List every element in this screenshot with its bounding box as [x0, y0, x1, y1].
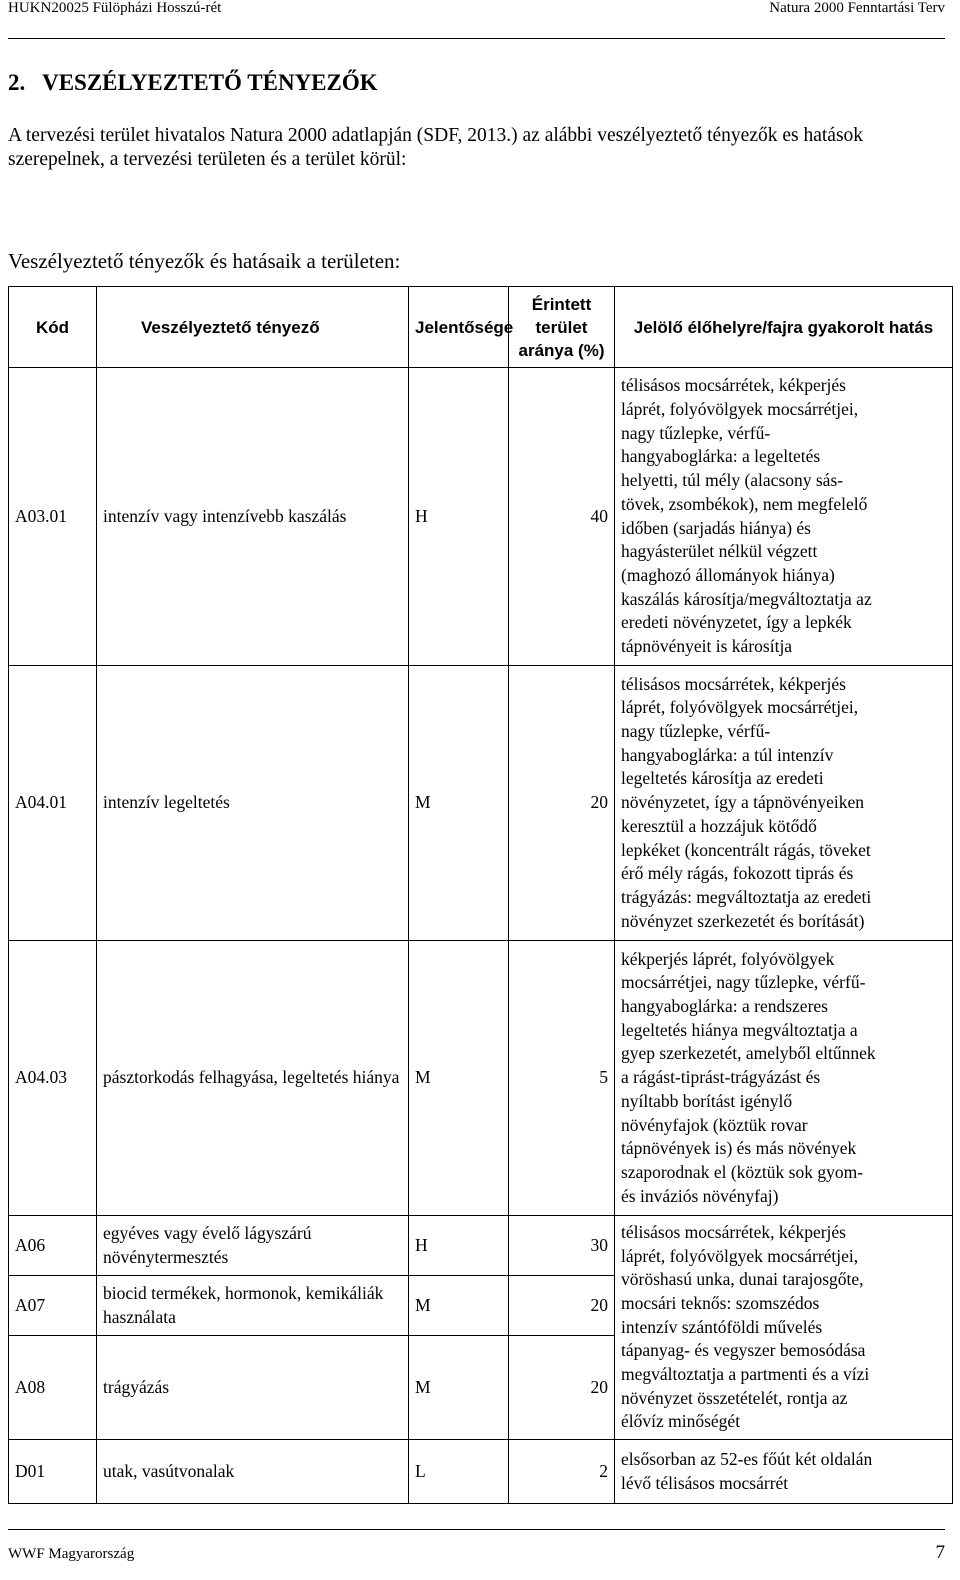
- table-row: [9, 1216, 953, 1276]
- row-arany: 20: [509, 1276, 615, 1336]
- table-row: [9, 1440, 953, 1504]
- row-arany: 5: [509, 941, 615, 1216]
- row-veszelyezteto: pásztorkodás felhagyása, legeltetés hiánya: [97, 941, 409, 1216]
- row-kod: A04.01: [9, 666, 97, 941]
- row-kod: A06: [9, 1216, 97, 1276]
- row-jelentosege: M: [409, 1276, 509, 1336]
- row-kod: A07: [9, 1276, 97, 1336]
- row-jelentosege: M: [409, 666, 509, 941]
- table-subtitle: Veszélyeztető tényezők és hatásaik a területen:: [8, 249, 401, 273]
- row-hatas-merged: télisásos mocsárrétek, kékperjés láprét, folyóvölgyek mocsárrétjei, vöröshasú unka, dunai tarajosgőte, mocsári teknős: szomszédos intenzív szántóföldi művelés tápanyag- és vegyszer bemosódása megváltoztatja a partmenti és a vízi növényzet összetételét, rontja az élővíz minőségét: [615, 1216, 953, 1440]
- header-kod: Kód: [9, 287, 97, 368]
- row-arany: 20: [509, 1336, 615, 1440]
- row-arany: 20: [509, 666, 615, 941]
- header-site-name: HUKN20025 Fülöpházi Hosszú-rét: [8, 0, 222, 16]
- row-arany: 30: [509, 1216, 615, 1276]
- header-terulet-aranya: Érintett terület aránya (%): [509, 287, 615, 368]
- header-hatas: Jelölő élőhelyre/fajra gyakorolt hatás: [615, 287, 953, 368]
- row-arany: 40: [509, 368, 615, 666]
- page-number: 7: [935, 1542, 945, 1563]
- row-jelentosege: H: [409, 1216, 509, 1276]
- row-hatas: kékperjés láprét, folyóvölgyek mocsárrétjei, nagy tűzlepke, vérfű- hangyaboglárka: a rendszeres legeltetés hiánya megváltoztatja a gyep szerkezetét, amelyből eltűnnek a rágást-tiprást-trágyázást és nyíltabb borítást igénylő növényfajok (köztük rovar tápnövények is) és más növények szaporodnak el (köztük sok gyom- és inváziós növényfaj): [615, 941, 953, 1216]
- intro-paragraph: A tervezési terület hivatalos Natura 2000 adatlapján (SDF, 2013.) az alábbi veszélyeztető tényezők es hatások szerepelnek, a tervezési területen és a terület körül:: [8, 125, 864, 170]
- page-footer: [8, 1529, 945, 1570]
- table-row: [9, 368, 953, 666]
- row-veszelyezteto: intenzív vagy intenzívebb kaszálás: [97, 368, 409, 666]
- header-veszelyezteto: Veszélyeztető tényező: [97, 287, 409, 368]
- header-jelentosege: Jelentősége: [409, 287, 509, 368]
- row-jelentosege: M: [409, 1336, 509, 1440]
- row-hatas: télisásos mocsárrétek, kékperjés láprét, folyóvölgyek mocsárrétjei, nagy tűzlepke, vérfű- hangyaboglárka: a legeltetés helyetti, túl mély (alacsony sás- tövek, zsombékok), nem megfelelő időben (sarjadás hiánya) és hagyásterület nélkül végzett (maghozó állományok hiánya) kaszálás károsítja/megváltoztatja az eredeti növényzetet, így a lepkék tápnövényeit is károsítja: [615, 368, 953, 666]
- row-kod: A04.03: [9, 941, 97, 1216]
- row-veszelyezteto: intenzív legeltetés: [97, 666, 409, 941]
- page-header: [8, 0, 945, 39]
- row-veszelyezteto: biocid termékek, hormonok, kemikáliák használata: [97, 1276, 409, 1336]
- row-jelentosege: H: [409, 368, 509, 666]
- row-jelentosege: M: [409, 941, 509, 1216]
- section-title: 2. VESZÉLYEZTETŐ TÉNYEZŐK: [8, 70, 378, 95]
- row-jelentosege: L: [409, 1440, 509, 1504]
- table-header-row: [9, 287, 953, 368]
- row-hatas: elsősorban az 52-es főút két oldalán lévő télisásos mocsárrét: [615, 1440, 953, 1504]
- header-document-title: Natura 2000 Fenntartási Terv: [769, 0, 945, 16]
- row-kod: A08: [9, 1336, 97, 1440]
- row-veszelyezteto: trágyázás: [97, 1336, 409, 1440]
- row-veszelyezteto: utak, vasútvonalak: [97, 1440, 409, 1504]
- row-veszelyezteto: egyéves vagy évelő lágyszárú növénytermesztés: [97, 1216, 409, 1276]
- row-hatas: télisásos mocsárrétek, kékperjés láprét, folyóvölgyek mocsárrétjei, nagy tűzlepke, vérfű- hangyaboglárka: a túl intenzív legeltetés károsítja az eredeti növényzetet, így a tápnövényeiken keresztül a hozzájuk kötődő lepkéket (koncentrált rágás, töveket érő mély rágás, fokozott tiprás és trágyázás: megváltoztatja az eredeti növényzet szerkezetét és borítását): [615, 666, 953, 941]
- row-kod: D01: [9, 1440, 97, 1504]
- row-arany: 2: [509, 1440, 615, 1504]
- footer-organization: WWF Magyarország: [8, 1546, 135, 1562]
- threats-table: [8, 286, 953, 1504]
- table-row: [9, 666, 953, 941]
- row-kod: A03.01: [9, 368, 97, 666]
- table-row: [9, 941, 953, 1216]
